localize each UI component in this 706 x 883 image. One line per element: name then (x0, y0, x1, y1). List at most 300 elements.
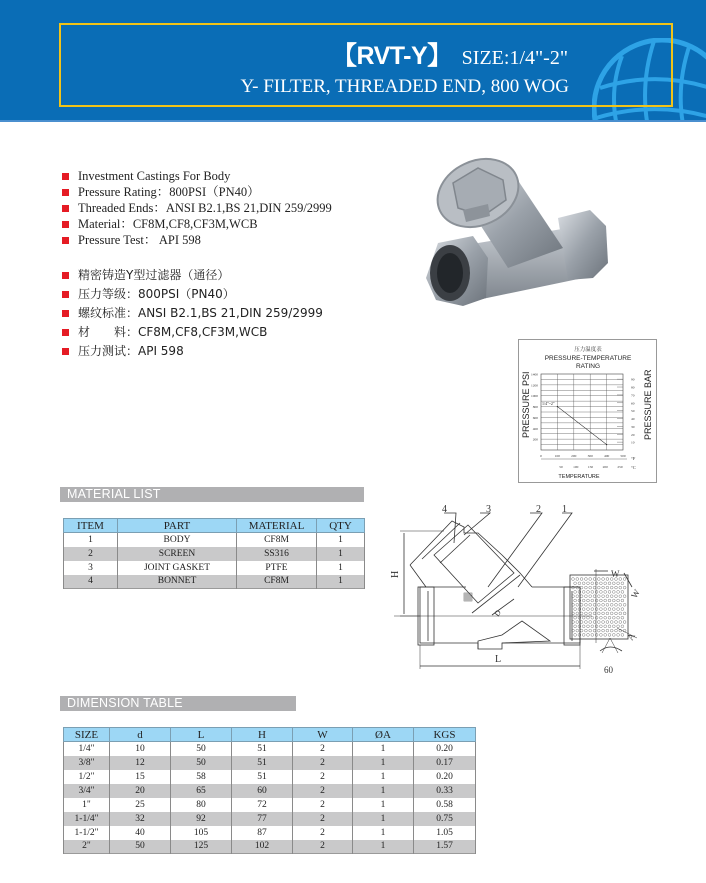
bullet-square-icon (62, 291, 69, 298)
table-row (64, 756, 476, 770)
table-cell: 1 (64, 533, 118, 547)
table-cell: BODY (118, 533, 237, 547)
feature-item-cn: 精密铸造Y型过滤器（通径） (62, 266, 323, 285)
chart-ytick-label: 1000 (531, 394, 538, 399)
perforation-hole (602, 612, 605, 615)
table-cell: 40 (110, 826, 171, 840)
perforation-hole (615, 612, 618, 615)
perforation-hole (612, 616, 615, 619)
perforation-hole (619, 586, 622, 589)
perforation-hole (582, 582, 585, 585)
features-cn-list (62, 266, 323, 361)
perforation-hole (623, 578, 626, 581)
table-cell: 2 (293, 840, 353, 854)
perforation-hole (574, 634, 577, 637)
table-cell: 2 (293, 798, 353, 812)
perforation-hole (589, 603, 592, 606)
perforation-hole (585, 586, 588, 589)
perforation-hole (576, 595, 579, 598)
perforation-hole (619, 612, 622, 615)
table-cell: 105 (171, 826, 232, 840)
chart-ytick-label: 800 (532, 405, 538, 410)
table-cell: 1.05 (414, 826, 476, 840)
perforation-hole (580, 578, 583, 581)
perforation-hole (572, 578, 575, 581)
table-cell: 0.20 (414, 770, 476, 784)
perforation-hole (587, 599, 590, 602)
chart-series-point (557, 406, 558, 407)
chart-xtick-f-label: 100 (554, 454, 561, 458)
chart-xtick-f-label: 300 (587, 454, 593, 458)
callout-2: 2 (536, 504, 541, 515)
table-cell: 1" (64, 798, 110, 812)
perforation-hole (597, 621, 600, 624)
perforation-hole (582, 634, 585, 637)
callout-4: 4 (442, 504, 447, 515)
bullet-square-icon (62, 189, 69, 196)
perforation-hole (597, 629, 600, 632)
perforation-hole (621, 616, 624, 619)
perforation-hole (612, 634, 615, 637)
table-cell: 1 (317, 561, 365, 575)
perforation-hole (591, 634, 594, 637)
table-cell: SS316 (237, 547, 317, 561)
table-cell: 80 (171, 798, 232, 812)
table-cell: 0.75 (414, 812, 476, 826)
perforation-hole (582, 625, 585, 628)
table-cell: 2 (293, 742, 353, 756)
perforation-hole (604, 625, 607, 628)
perforation-hole (593, 603, 596, 606)
perforation-hole (621, 634, 624, 637)
perforation-hole (580, 603, 583, 606)
perforation-hole (610, 586, 613, 589)
perforation-hole (576, 612, 579, 615)
perforation-hole (595, 634, 598, 637)
perforation-hole (610, 621, 613, 624)
table-cell: 1-1/2" (64, 826, 110, 840)
chart-ytick-right-label: 70 (631, 393, 635, 398)
chart-series-point (606, 444, 607, 445)
perforation-hole (621, 608, 624, 611)
chart-title-line2: RATING (575, 363, 601, 370)
chart-xtick-c-label: 150 (587, 465, 594, 469)
perforation-hole (589, 595, 592, 598)
table-row (64, 533, 365, 547)
table-cell: 12 (110, 756, 171, 770)
chart-ytick-right-label: 30 (631, 424, 635, 429)
perforation-hole (608, 634, 611, 637)
perforation-hole (595, 599, 598, 602)
table-cell: 2 (293, 756, 353, 770)
callout-3: 3 (486, 504, 491, 515)
perforation-hole (623, 595, 626, 598)
perforation-hole (582, 591, 585, 594)
material-table (63, 518, 365, 589)
chart-ytick-right-label: 90 (631, 377, 635, 382)
perforation-hole (587, 634, 590, 637)
perforation-hole (576, 621, 579, 624)
perforation-hole (621, 599, 624, 602)
perforation-hole (582, 616, 585, 619)
table-row (64, 812, 476, 826)
perforation-hole (595, 625, 598, 628)
feature-item: Material：CF8M,CF8,CF3M,WCB (62, 216, 332, 232)
size-label: SIZE:1/4"-2" (461, 47, 568, 69)
dim-a-label: A (625, 631, 637, 642)
perforation-hole (574, 608, 577, 611)
col-header: QTY (317, 519, 365, 533)
dim-w-label-2: W (629, 587, 642, 600)
table-cell: 1/2" (64, 770, 110, 784)
chart-x-unit-c: °C (631, 465, 636, 470)
table-cell: 92 (171, 812, 232, 826)
table-cell: 51 (232, 742, 293, 756)
perforation-hole (617, 634, 620, 637)
perforation-hole (623, 586, 626, 589)
table-header-row (64, 728, 476, 742)
chart-xtick-f-label: 400 (603, 454, 610, 458)
perforation-hole (608, 608, 611, 611)
table-cell: 102 (232, 840, 293, 854)
bullet-square-icon (62, 310, 69, 317)
perforation-hole (589, 586, 592, 589)
perforation-hole (621, 582, 624, 585)
perforation-hole (612, 591, 615, 594)
perforation-hole (597, 612, 600, 615)
perforation-hole (595, 591, 598, 594)
perforation-hole (574, 582, 577, 585)
perforation-hole (585, 578, 588, 581)
perforation-hole (602, 586, 605, 589)
perforation-hole (619, 603, 622, 606)
perforation-hole (589, 578, 592, 581)
perforation-hole (604, 634, 607, 637)
chart-xtick-f-label: 200 (571, 454, 577, 458)
table-cell: 2" (64, 840, 110, 854)
perforation-hole (591, 591, 594, 594)
table-cell: 1 (353, 784, 414, 798)
chart-ytick-label: 200 (532, 437, 538, 442)
table-cell: 77 (232, 812, 293, 826)
dim-h-label: H (390, 570, 401, 578)
col-header: MATERIAL (237, 519, 317, 533)
chart-xtick-c-label: 50 (559, 465, 563, 469)
col-header: H (232, 728, 293, 742)
chart-ytick-right-label: 80 (631, 385, 635, 390)
perforation-hole (617, 625, 620, 628)
perforation-hole (600, 625, 603, 628)
table-cell: 2 (293, 784, 353, 798)
perforation-hole (580, 612, 583, 615)
perforation-hole (615, 595, 618, 598)
bullet-square-icon (62, 272, 69, 279)
table-cell: 1 (353, 770, 414, 784)
perforation-hole (587, 625, 590, 628)
perforation-hole (619, 595, 622, 598)
perforation-hole (578, 582, 581, 585)
chart-series-line (557, 407, 606, 445)
table-row (64, 840, 476, 854)
perforation-hole (617, 616, 620, 619)
perforation-hole (576, 629, 579, 632)
perforation-hole (606, 629, 609, 632)
perforation-hole (615, 629, 618, 632)
perforation-hole (600, 582, 603, 585)
table-cell: 65 (171, 784, 232, 798)
perforation-hole (600, 599, 603, 602)
chart-ytick-right-label: 50 (631, 409, 635, 414)
table-cell: 0.20 (414, 742, 476, 756)
header-banner (0, 0, 706, 122)
perforation-hole (602, 595, 605, 598)
bullet-square-icon (62, 173, 69, 180)
page-title (332, 36, 568, 72)
perforation-hole (606, 621, 609, 624)
perforation-hole (612, 625, 615, 628)
perforation-hole (582, 599, 585, 602)
perforation-hole (600, 591, 603, 594)
col-header: L (171, 728, 232, 742)
features-en-list (62, 168, 332, 248)
perforation-hole (606, 595, 609, 598)
table-cell: 1 (353, 812, 414, 826)
chart-xtick-f-label: 0 (540, 454, 542, 458)
chart-xlabel: TEMPERATURE (558, 474, 600, 480)
perforation-hole (587, 616, 590, 619)
perforation-hole (623, 612, 626, 615)
dim-d-label: D (492, 608, 503, 619)
table-cell: 15 (110, 770, 171, 784)
perforation-hole (619, 621, 622, 624)
table-cell: 2 (293, 812, 353, 826)
angle-label: 60 (604, 665, 613, 675)
table-cell: 50 (171, 742, 232, 756)
perforation-hole (574, 616, 577, 619)
table-cell: 4 (64, 575, 118, 589)
feature-item: Pressure Rating：800PSI（PN40） (62, 184, 332, 200)
perforation-hole (580, 621, 583, 624)
perforation-hole (602, 603, 605, 606)
bullet-square-icon (62, 329, 69, 336)
perforation-hole (574, 599, 577, 602)
perforation-hole (604, 591, 607, 594)
table-cell: CF8M (237, 575, 317, 589)
perforation-hole (595, 616, 598, 619)
table-cell: 3/4" (64, 784, 110, 798)
perforation-hole (612, 599, 615, 602)
perforation-hole (604, 599, 607, 602)
feature-item: Investment Castings For Body (62, 168, 332, 184)
perforation-hole (589, 629, 592, 632)
perforation-hole (576, 578, 579, 581)
perforation-hole (591, 616, 594, 619)
table-row (64, 575, 365, 589)
perforation-hole (593, 629, 596, 632)
table-cell: 60 (232, 784, 293, 798)
perforation-hole (585, 621, 588, 624)
table-cell: 3/8" (64, 756, 110, 770)
chart-title: PRESSURE-TEMPERATURE (544, 355, 632, 362)
chart-ytick-right-label: 40 (631, 417, 635, 422)
perforation-hole (602, 629, 605, 632)
perforation-hole (589, 612, 592, 615)
perforation-hole (587, 582, 590, 585)
bullet-square-icon (62, 348, 69, 355)
table-row (64, 547, 365, 561)
perforation-hole (612, 582, 615, 585)
perforation-hole (585, 603, 588, 606)
table-cell: 1/4" (64, 742, 110, 756)
perforation-hole (593, 612, 596, 615)
perforation-hole (597, 586, 600, 589)
product-photo (418, 138, 608, 308)
table-cell: 3 (64, 561, 118, 575)
chart-ylabel: PRESSURE PSI (521, 371, 531, 438)
table-row (64, 784, 476, 798)
perforation-hole (595, 582, 598, 585)
dimension-table (63, 727, 476, 854)
table-cell: 25 (110, 798, 171, 812)
bullet-square-icon (62, 237, 69, 244)
perforation-hole (610, 603, 613, 606)
perforation-hole (600, 616, 603, 619)
perforation-hole (589, 621, 592, 624)
feature-item-cn: 螺纹标准：ANSI B2.1,BS 21,DIN 259/2999 (62, 304, 323, 323)
perforation-hole (602, 578, 605, 581)
chart-ytick-label: 1200 (531, 383, 538, 388)
chart-title-cn: 压力温度表 (574, 347, 602, 353)
dim-w-label: W (611, 569, 620, 579)
table-cell: SCREEN (118, 547, 237, 561)
banner-divider (0, 120, 706, 122)
perforation-hole (574, 625, 577, 628)
table-cell: 0.58 (414, 798, 476, 812)
col-header: W (293, 728, 353, 742)
col-header: PART (118, 519, 237, 533)
chart-ytick-right-label: 10 (631, 440, 635, 445)
chart-ytick-right-label: 20 (631, 432, 635, 437)
chart-ytick-label: 600 (532, 415, 538, 420)
table-cell: 1 (353, 840, 414, 854)
material-list-heading: MATERIAL LIST (60, 487, 364, 502)
perforation-hole (585, 629, 588, 632)
perforation-hole (604, 582, 607, 585)
perforation-hole (617, 582, 620, 585)
table-cell: 1-1/4" (64, 812, 110, 826)
table-row (64, 826, 476, 840)
model-code: 【RVT-Y】 (332, 42, 452, 70)
perforation-hole (585, 612, 588, 615)
chart-svg (519, 340, 658, 484)
table-row (64, 742, 476, 756)
perforation-hole (574, 591, 577, 594)
perforation-hole (617, 608, 620, 611)
table-cell: 10 (110, 742, 171, 756)
table-cell: 1 (353, 742, 414, 756)
col-header: KGS (414, 728, 476, 742)
perforation-hole (591, 599, 594, 602)
table-cell: 0.17 (414, 756, 476, 770)
table-cell: 1 (317, 533, 365, 547)
chart-ylabel-right: PRESSURE BAR (643, 369, 653, 440)
table-cell: 20 (110, 784, 171, 798)
col-header: SIZE (64, 728, 110, 742)
perforation-hole (580, 595, 583, 598)
perforation-hole (585, 595, 588, 598)
perforation-hole (587, 608, 590, 611)
feature-item-cn: 材 料：CF8M,CF8,CF3M,WCB (62, 323, 323, 342)
perforation-hole (617, 591, 620, 594)
chart-xtick-f-label: 500 (620, 454, 626, 458)
perforation-hole (600, 634, 603, 637)
col-header: d (110, 728, 171, 742)
perforation-hole (621, 625, 624, 628)
feature-item: Pressure Test： API 598 (62, 232, 332, 248)
table-cell: 58 (171, 770, 232, 784)
perforation-hole (608, 625, 611, 628)
feature-item-cn: 压力测试：API 598 (62, 342, 323, 361)
table-cell: 1 (353, 798, 414, 812)
chart-series-label: 1/4"~2" (542, 401, 555, 407)
page-subtitle: Y- FILTER, THREADED END, 800 WOG (240, 76, 569, 97)
dim-l-label: L (495, 654, 502, 665)
table-cell: 1 (353, 826, 414, 840)
perforation-hole (606, 586, 609, 589)
chart-ytick-label: 400 (532, 426, 538, 431)
chart-xtick-c-label: 100 (573, 465, 579, 469)
perforation-hole (621, 591, 624, 594)
feature-item-cn: 压力等级：800PSI（PN40） (62, 285, 323, 304)
table-cell: 1.57 (414, 840, 476, 854)
table-cell: 2 (293, 770, 353, 784)
col-header: ITEM (64, 519, 118, 533)
perforation-hole (606, 603, 609, 606)
table-cell: 72 (232, 798, 293, 812)
table-cell: 2 (64, 547, 118, 561)
callout-1: 1 (562, 504, 567, 515)
table-cell: 1 (317, 547, 365, 561)
perforation-hole (608, 582, 611, 585)
perforation-hole (606, 612, 609, 615)
perforation-hole (623, 621, 626, 624)
perforation-hole (587, 591, 590, 594)
perforation-hole (608, 599, 611, 602)
table-cell: 50 (110, 840, 171, 854)
table-cell: 51 (232, 770, 293, 784)
table-cell: 51 (232, 756, 293, 770)
perforation-hole (612, 608, 615, 611)
perforation-hole (580, 586, 583, 589)
perforation-hole (615, 621, 618, 624)
perforation-hole (576, 603, 579, 606)
perforation-hole (617, 599, 620, 602)
table-cell: 32 (110, 812, 171, 826)
table-header-row (64, 519, 365, 533)
pressure-temperature-chart (518, 339, 657, 483)
table-cell: 1 (353, 756, 414, 770)
perforation-hole (610, 595, 613, 598)
table-cell: BONNET (118, 575, 237, 589)
chart-ytick-right-label: 60 (631, 401, 635, 406)
table-row (64, 561, 365, 575)
table-cell: 2 (293, 826, 353, 840)
perforation-hole (604, 608, 607, 611)
perforation-hole (593, 586, 596, 589)
perforation-hole (615, 586, 618, 589)
perforation-hole (615, 603, 618, 606)
perforation-hole (610, 629, 613, 632)
